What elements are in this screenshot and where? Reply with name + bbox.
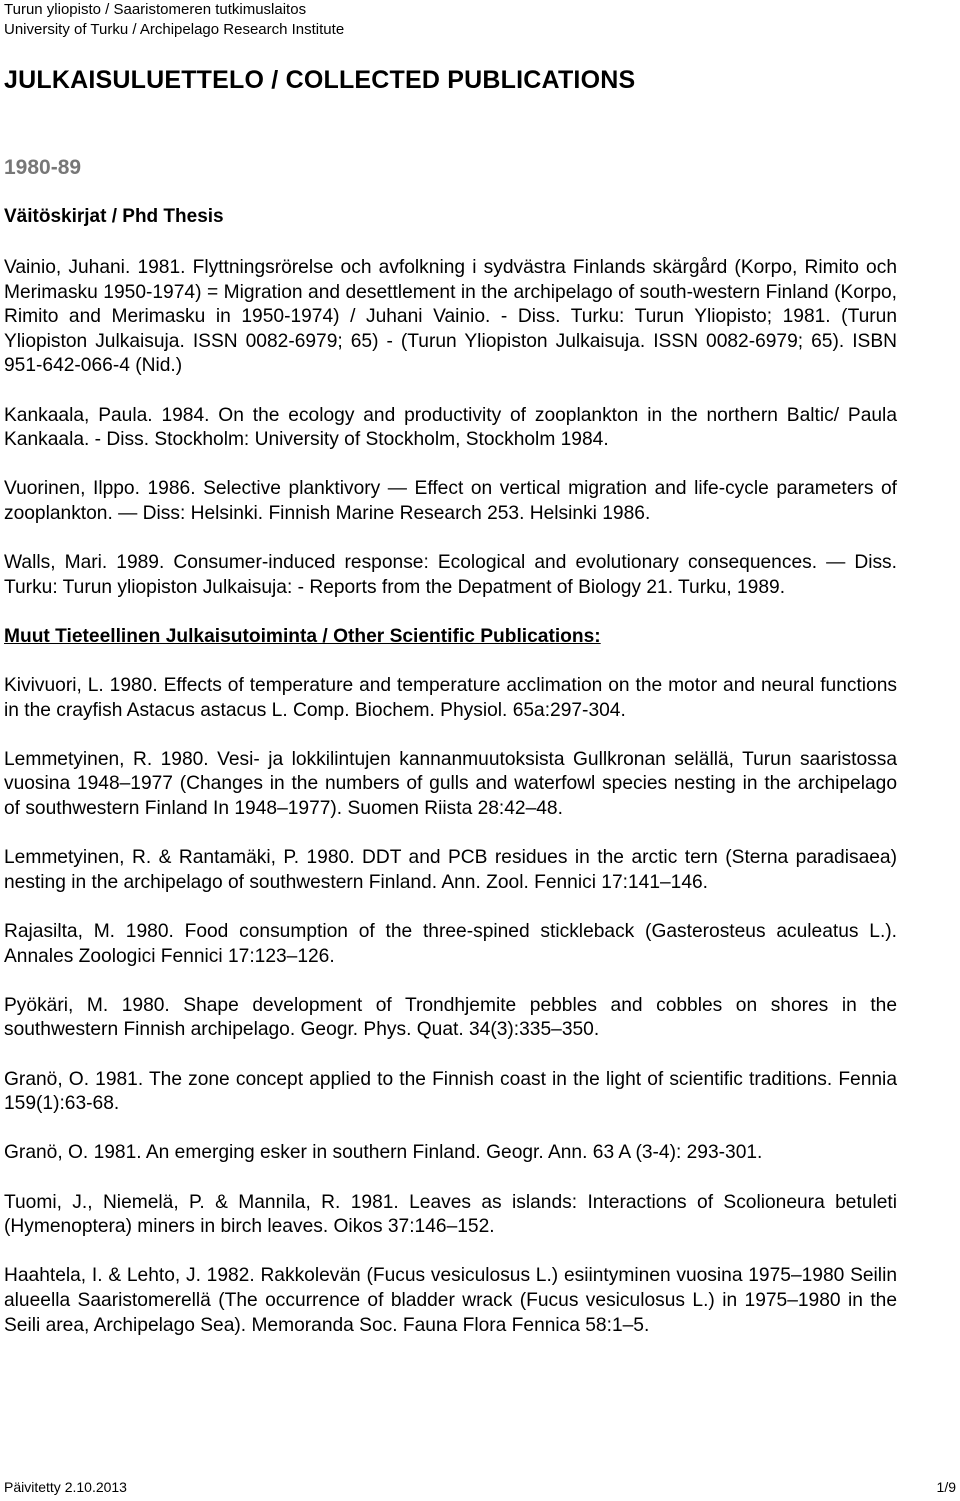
thesis-heading: Väitöskirjat / Phd Thesis	[4, 206, 224, 227]
page-number: 1/9	[936, 1479, 956, 1495]
publication-entry: Granö, O. 1981. An emerging esker in southern Finland. Geogr. Ann. 63 A (3-4): 293-301.	[4, 1142, 763, 1164]
publication-entry: Granö, O. 1981. The zone concept applied to the Finnish coast in the light of scientific traditions. Fennia 159(1):63-68.	[4, 1068, 897, 1115]
publication-entry: Kivivuori, L. 1980. Effects of temperature and temperature acclimation on the motor and neural functions in the crayfish Astacus astacus L. Comp. Biochem. Physiol. 65a:297-304.	[4, 675, 897, 721]
thesis-entry: Vainio, Juhani. 1981. Flyttningsrörelse och avfolkning i sydvästra Finlands skärgård (Korpo, Rimito och Merimasku 1950-1974) = Migration and desettlement in the archipelago of south-western Finland (Korpo, Rimito and Merimasku in 1950-1974) / Juhani Vainio. - Diss. Turku: Turun Yliopisto; 1981. (Turun Yliopiston Julkaisuja. ISSN 0082-6979; 65) - (Turun Yliopiston Julkaisuja. ISSN 0082-6979; 65). ISBN 951-642-066-4 (Nid.)	[4, 257, 897, 377]
decade-heading: 1980-89	[4, 156, 82, 179]
publication-entry: Lemmetyinen, R. & Rantamäki, P. 1980. DDT and PCB residues in the arctic tern (Sterna paradisaea) nesting in the archipelago of southwestern Finland. Ann. Zool. Fennici 17:141–146.	[4, 847, 897, 893]
publication-list	[4, 256, 897, 1363]
publication-entry: Lemmetyinen, R. 1980. Vesi- ja lokkilintujen kannanmuutoksista Gullkronan selällä, Turun saaristossa vuosina 1948–1977 (Changes in the numbers of gulls and waterfowl species nesting in the archipelago of southwestern Finland In 1948–1977). Suomen Riista 28:42–48.	[4, 748, 897, 820]
publication-entry: Pyökäri, M. 1980. Shape development of Trondhjemite pebbles and cobbles on shores in the southwestern Finnish archipelago. Geogr. Phys. Quat. 34(3):335–350.	[4, 994, 897, 1041]
publication-entry: Tuomi, J., Niemelä, P. & Mannila, R. 1981. Leaves as islands: Interactions of Scolioneura betuleti (Hymenoptera) miners in birch leaves. Oikos 37:146–152.	[4, 1191, 897, 1238]
thesis-entry: Walls, Mari. 1989. Consumer-induced response: Ecological and evolutionary consequences. — Diss. Turku: Turun yliopiston Julkaisuja: - Reports from the Depatment of Biology 21. Turku, 1989.	[4, 552, 897, 598]
publication-entry: Rajasilta, M. 1980. Food consumption of the three-spined stickleback (Gasterosteus aculeatus L.). Annales Zoologici Fennici 17:123–126.	[4, 921, 897, 967]
publication-entry: Haahtela, I. & Lehto, J. 1982. Rakkolevän (Fucus vesiculosus L.) esiintyminen vuosina 1975–1980 Seilin alueella Saaristomerellä (The occurrence of bladder wrack (Fucus vesiculosus L.) in 1975–1980 in the Seili area, Archipelago Sea). Memoranda Soc. Fauna Flora Fennica 58:1–5.	[4, 1265, 897, 1336]
thesis-entry: Kankaala, Paula. 1984. On the ecology and productivity of zooplankton in the northern Baltic/ Paula Kankaala. - Diss. Stockholm: University of Stockholm, Stockholm 1984.	[4, 404, 897, 451]
page-title: JULKAISULUETTELO / COLLECTED PUBLICATIONS	[4, 66, 636, 94]
institution-name-fi: Turun yliopisto / Saaristomeren tutkimuslaitos	[4, 1, 307, 18]
institution-name-en: University of Turku / Archipelago Research Institute	[4, 21, 345, 38]
updated-date: Päivitetty 2.10.2013	[4, 1479, 127, 1495]
other-publications-heading: Muut Tieteellinen Julkaisutoiminta / Other Scientific Publications:	[4, 625, 601, 647]
thesis-entry: Vuorinen, Ilppo. 1986. Selective planktivory — Effect on vertical migration and life-cycle parameters of zooplankton. — Diss: Helsinki. Finnish Marine Research 253. Helsinki 1986.	[4, 478, 897, 524]
institution-header	[4, 0, 344, 40]
